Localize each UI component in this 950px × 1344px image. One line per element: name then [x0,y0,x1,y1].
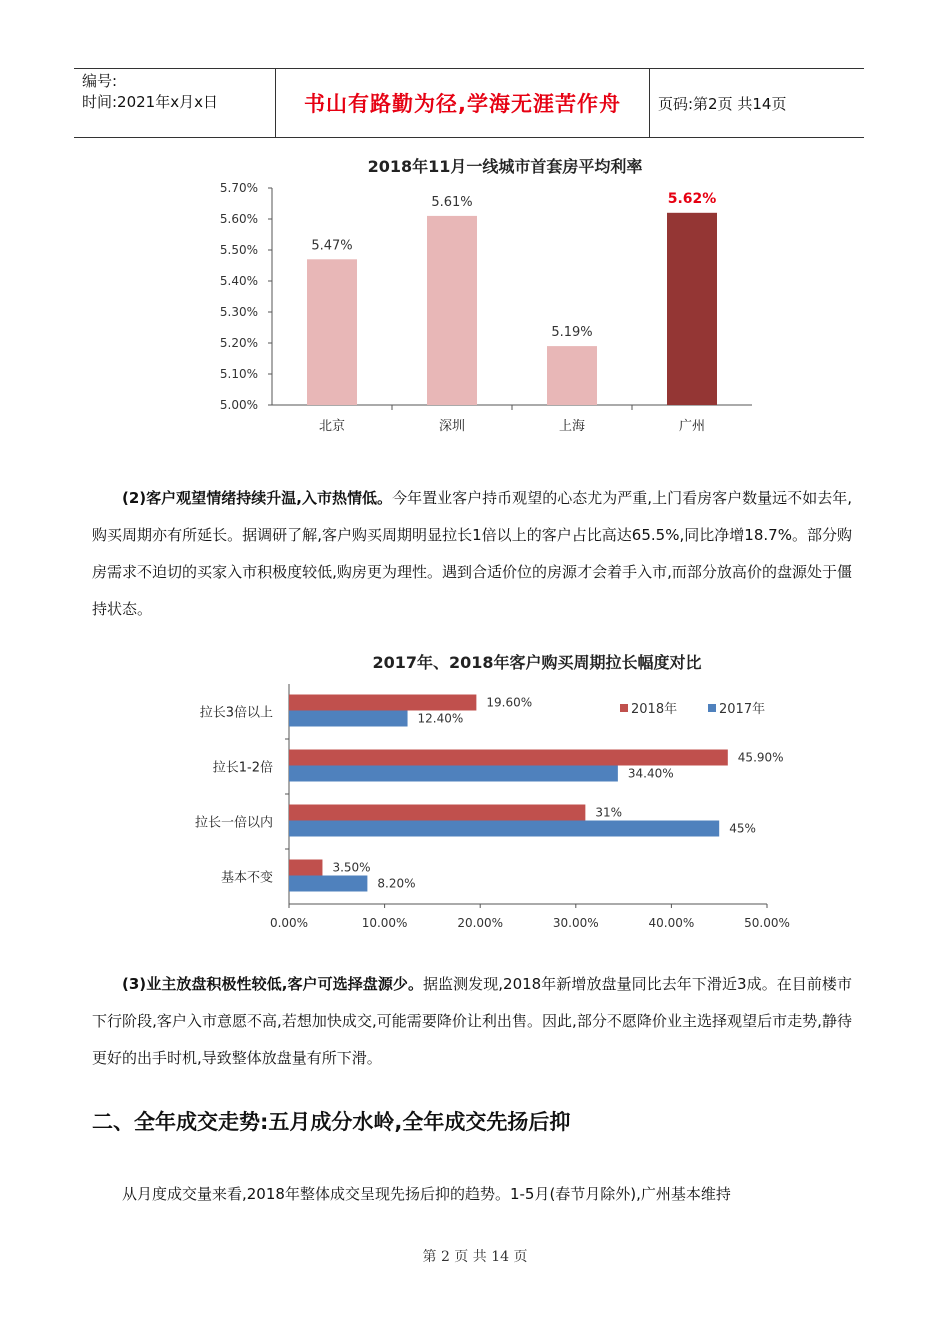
paragraph-text: 据监测发现,2018年新增放盘量同比去年下滑近3成。在目前楼市下行阶段,客户入市意愿不高,若想加快成交,可能需要降价让利出售。因此,部分不愿降价业主选择观望后市走势,静待更好的出手时机,导致整体放盘量有所下滑。 [92,975,852,1067]
legend-swatch [620,704,628,712]
y-tick-label: 拉长1-2倍 [212,760,273,776]
data-label: 5.19% [551,325,593,341]
chart-title: 2017年、2018年客户购买周期拉长幅度对比 [372,653,702,672]
section-title: 二、全年成交走势:五月成分水岭,全年成交先扬后抑 [92,1110,571,1134]
paragraph-text: 从月度成交量来看,2018年整体成交呈现先扬后抑的趋势。1-5月(春节月除外),广州基本维持 [122,1185,731,1203]
bar [289,711,408,727]
bar [289,860,322,876]
y-tick-label: 5.10% [219,367,258,381]
chart-title: 2018年11月一线城市首套房平均利率 [367,157,643,176]
data-label: 3.50% [332,860,371,875]
y-tick-label: 5.70% [219,181,258,195]
bar [307,259,357,405]
interest-rate-chart [0,150,950,440]
x-tick-label: 上海 [558,419,586,434]
header-page-info: 页码:第2页 共14页 [658,94,787,113]
time-label: 时间:2021年x月x日 [82,93,218,111]
paragraph-lead: (2)客户观望情绪持续升温,入市热情低。 [122,489,393,507]
x-tick-label: 深圳 [438,419,466,434]
x-tick-label: 广州 [678,419,706,434]
x-tick-label: 40.00% [648,916,695,930]
purchase-cycle-chart [0,642,950,942]
data-label: 8.20% [377,876,416,891]
data-label: 34.40% [627,766,674,781]
data-label: 5.47% [311,238,353,254]
x-tick-label: 10.00% [361,916,408,930]
paragraph-owner-listing [92,966,852,1077]
x-tick-label: 50.00% [744,916,790,930]
x-tick-label: 0.00% [269,916,309,930]
data-label: 5.62% [667,190,717,207]
paragraph-buyer-sentiment [92,480,852,628]
data-label: 19.60% [486,695,533,710]
legend-label: 2018年 [631,702,678,717]
y-tick-label: 5.00% [219,398,258,412]
page-header [74,68,864,138]
y-tick-label: 5.30% [219,305,258,319]
bar [289,876,367,892]
data-label: 45.90% [737,750,784,765]
bar [289,695,476,711]
x-tick-label: 北京 [318,419,346,434]
header-motto: 书山有路勤为径,学海无涯苦作舟 [276,69,650,137]
number-label: 编号: [82,72,118,90]
y-tick-label: 拉长3倍以上 [199,705,273,721]
bar [547,346,597,405]
x-tick-label: 20.00% [457,916,504,930]
data-label: 31% [595,805,623,820]
bar [667,213,717,405]
legend-label: 2017年 [719,702,766,717]
bar [427,216,477,405]
y-tick-label: 5.40% [219,274,258,288]
x-tick-label: 30.00% [552,916,599,930]
y-tick-label: 5.60% [219,212,258,226]
y-tick-label: 基本不变 [220,870,273,886]
y-tick-label: 5.50% [219,243,258,257]
data-label: 12.40% [417,711,464,726]
y-tick-label: 5.20% [219,336,258,350]
bar [289,766,618,782]
paragraph-text: 今年置业客户持币观望的心态尤为严重,上门看房客户数量远不如去年,购买周期亦有所延长。据调研了解,客户购买周期明显拉长1倍以上的客户占比高达65.5%,同比净增18.7%。部分购房需求不迫切的买家入市积极度较低,购房更为理性。遇到合适价位的房源才会着手入市,而部分放高价的盘源处于僵持状态。 [92,489,852,618]
data-label: 5.61% [431,194,473,210]
data-label: 45% [729,821,756,836]
bar [289,805,585,821]
page-footer: 第 2 页 共 14 页 [422,1249,528,1265]
header-meta [74,69,276,137]
paragraph-monthly-trend [92,1176,852,1213]
bar [289,750,728,766]
legend-swatch [708,704,716,712]
y-tick-label: 拉长一倍以内 [194,815,273,831]
bar [289,821,719,837]
paragraph-lead: (3)业主放盘积极性较低,客户可选择盘源少。 [122,975,423,993]
